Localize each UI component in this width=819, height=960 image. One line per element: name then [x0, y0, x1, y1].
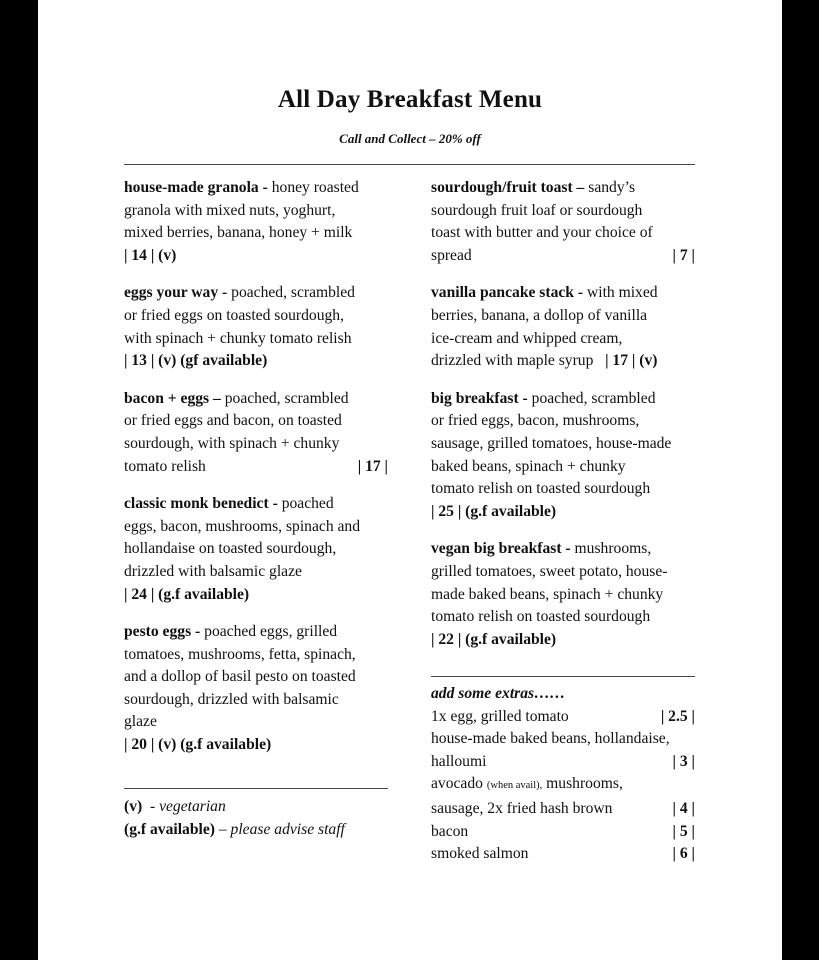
extras-price: | 3 | — [672, 752, 695, 770]
legend-veg-text: - vegetarian — [149, 798, 226, 815]
extras-section — [431, 683, 695, 866]
item-desc-line: made baked beans, spinach + chunky — [431, 585, 664, 603]
item-name: eggs your way - — [124, 284, 228, 302]
item-desc-line: and a dollop of basil pesto on toasted — [124, 668, 356, 686]
item-desc-line: eggs, bacon, mushrooms, spinach and — [124, 517, 361, 535]
header-divider — [124, 164, 695, 165]
extras-row: 1x egg, grilled tomato | 2.5 | — [431, 706, 695, 729]
item-desc-line: tomato relish on toasted sourdough — [431, 480, 651, 498]
item-name: house-made granola - — [124, 179, 268, 196]
item-price: | 22 | (g.f available) — [431, 630, 557, 648]
menu-item-classic-monk-benedict — [124, 493, 392, 606]
item-desc-line: berries, banana, a dollop of vanilla — [431, 306, 648, 324]
menu-item-vanilla-pancake-stack — [431, 282, 699, 372]
menu-sheet — [38, 0, 782, 960]
item-desc-line: or fried eggs and bacon, on toasted — [124, 412, 342, 430]
menu-item-big-breakfast — [431, 388, 699, 524]
item-desc-line: or fried eggs on toasted sourdough, — [124, 306, 345, 324]
extras-price: | 5 | — [672, 822, 695, 840]
extras-heading: add some extras…… — [431, 685, 566, 702]
legend-gf-key: (g.f available) — [124, 820, 215, 838]
legend-veg-key: (v) — [124, 798, 143, 815]
item-desc-line: honey roasted — [271, 179, 359, 196]
item-price: | 13 | (v) (gf available) — [124, 352, 268, 370]
item-desc-line: mixed berries, banana, honey + milk — [124, 224, 353, 242]
item-desc-line: with spinach + chunky tomato relish — [124, 329, 352, 347]
page-subtitle: Call and Collect – 20% off — [339, 131, 481, 146]
item-desc-line: granola with mixed nuts, yoghurt, — [124, 201, 336, 219]
item-desc-line: sausage, grilled tomatoes, house-made — [431, 434, 672, 452]
item-desc-line: poached, scrambled — [224, 389, 349, 407]
item-desc-line: drizzled with maple syrup — [431, 352, 594, 370]
item-desc-line: grilled tomatoes, sweet potato, house- — [431, 562, 668, 580]
item-desc-line: sourdough fruit loaf or sourdough — [431, 201, 643, 219]
item-desc-line: tomatoes, mushrooms, fetta, spinach, — [124, 645, 356, 663]
menu-item-sourdough-fruit-toast — [431, 177, 699, 267]
extras-price: | 6 | — [672, 845, 695, 863]
item-desc-line: sourdough, with spinach + chunky — [124, 434, 340, 452]
item-desc-line: baked beans, spinach + chunky — [431, 457, 626, 475]
menu-item-house-made-granola — [124, 177, 392, 267]
item-desc-line: tomato relish — [124, 457, 206, 475]
item-desc-line: glaze — [124, 713, 157, 731]
item-name: big breakfast - — [431, 389, 528, 407]
item-desc-line: sourdough, drizzled with balsamic — [124, 690, 339, 708]
item-price: | 25 | (g.f available) — [431, 502, 557, 520]
legend — [124, 796, 345, 841]
item-price: | 14 | (v) — [124, 246, 177, 264]
left-column — [124, 177, 392, 757]
extras-row: smoked salmon | 6 | — [431, 843, 695, 866]
right-column — [431, 177, 699, 651]
item-desc-line: toast with butter and your choice of — [431, 224, 653, 242]
item-desc-line: poached, scrambled — [531, 389, 656, 407]
extras-row: avocado (when avail), mushrooms, — [431, 775, 623, 793]
item-desc-line: hollandaise on toasted sourdough, — [124, 540, 337, 558]
item-desc-line: mushrooms, — [574, 540, 652, 558]
item-desc-line: poached eggs, grilled — [204, 623, 338, 641]
item-name: classic monk benedict - — [124, 495, 278, 513]
item-desc-line: spread — [431, 246, 472, 264]
legend-gf-text: – please advise staff — [218, 820, 345, 838]
item-name: vanilla pancake stack - — [431, 284, 584, 302]
extras-row: halloumi | 3 | — [431, 751, 695, 774]
item-desc-line: drizzled with balsamic glaze — [124, 562, 302, 580]
extras-price: | 2.5 | — [660, 707, 695, 725]
menu-item-vegan-big-breakfast — [431, 538, 699, 651]
menu-item-eggs-your-way — [124, 282, 392, 372]
item-price: | 7 | — [672, 246, 695, 264]
item-price: | 17 | (v) — [605, 352, 658, 370]
item-desc-line: tomato relish on toasted sourdough — [431, 608, 651, 626]
page-title: All Day Breakfast Menu — [277, 86, 543, 113]
item-desc-line: ice-cream and whipped cream, — [431, 329, 623, 347]
extras-row: house-made baked beans, hollandaise, — [431, 730, 670, 748]
item-desc-line: sandy’s — [588, 179, 636, 196]
item-desc-line: or fried eggs, bacon, mushrooms, — [431, 412, 640, 430]
extras-price: | 4 | — [672, 799, 695, 817]
item-name: pesto eggs - — [124, 623, 201, 641]
item-price: | 17 | — [357, 457, 388, 475]
item-price: | 24 | (g.f available) — [124, 585, 250, 603]
item-desc-line: poached, scrambled — [231, 284, 355, 302]
extras-row: sausage, 2x fried hash brown | 4 | — [431, 798, 695, 821]
item-price: | 20 | (v) (g.f available) — [124, 736, 272, 754]
item-name: vegan big breakfast - — [431, 540, 571, 558]
item-desc-line: with mixed — [586, 284, 658, 302]
item-name: sourdough/fruit toast – — [431, 179, 585, 196]
item-name: bacon + eggs – — [124, 389, 221, 407]
legend-divider — [124, 788, 388, 789]
extras-row: bacon | 5 | — [431, 821, 695, 844]
item-desc-line: poached — [281, 495, 334, 513]
menu-item-pesto-eggs — [124, 621, 392, 757]
menu-item-bacon-eggs — [124, 388, 392, 478]
extras-divider — [431, 676, 695, 677]
